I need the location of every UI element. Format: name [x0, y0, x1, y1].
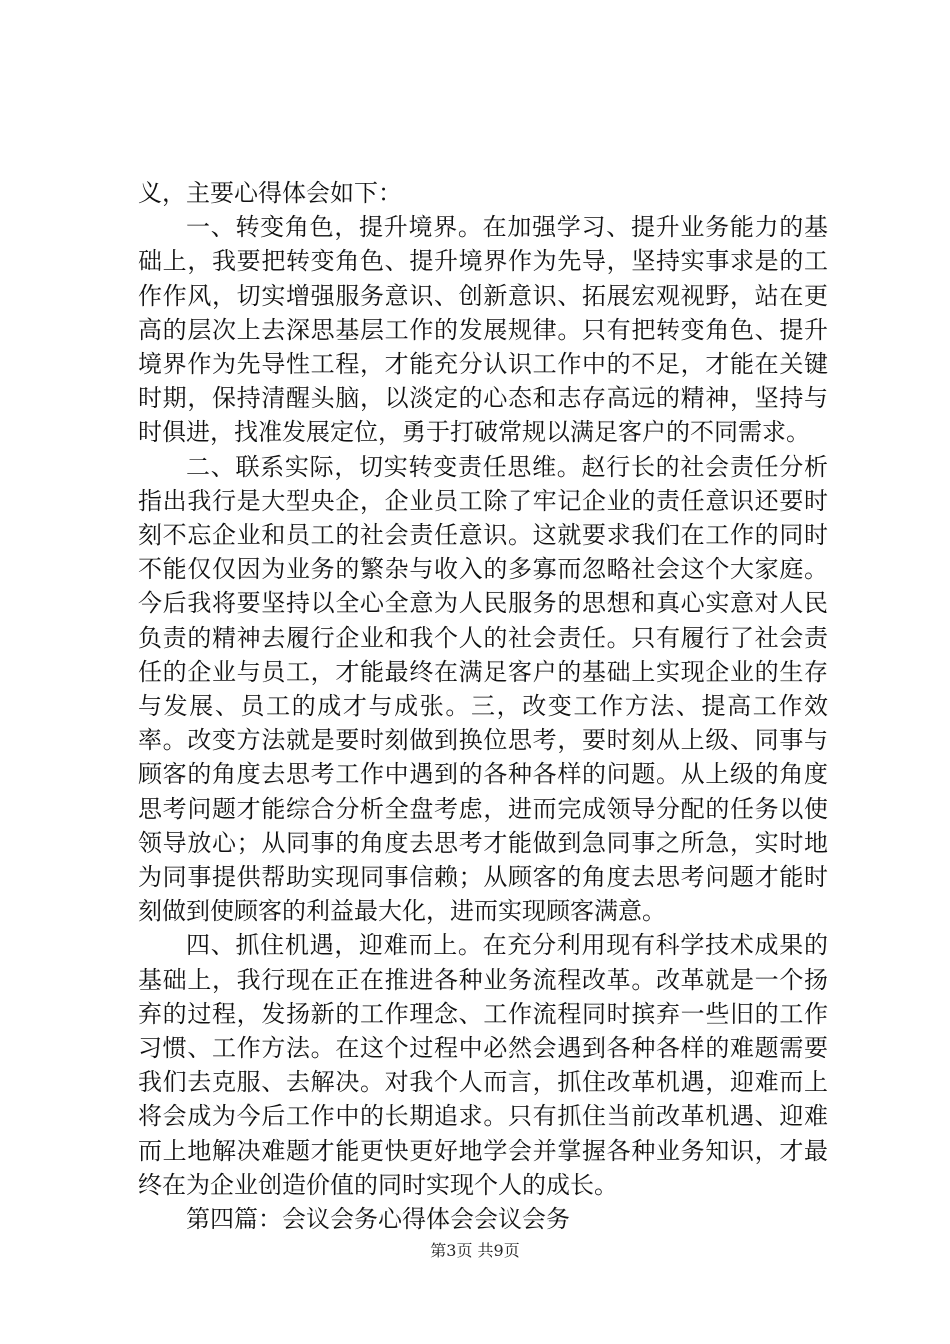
- paragraph-section-one: 一、转变角色，提升境界。在加强学习、提升业务能力的基础上，我要把转变角色、提升境界作为先导，坚持实事求是的工作作风，切实增强服务意识、创新意识、拓展宏观视野，站在更高的层次上去深思基层工作的发展规律。只有把转变角色、提升境界作为先导性工程，才能充分认识工作中的不足，才能在关键时期，保持清醒头脑，以淡定的心态和志存高远的精神，坚持与时俱进，找准发展定位，勇于打破常规以满足客户的不同需求。: [138, 213, 828, 447]
- page-number-footer: 第3页 共9页: [430, 1241, 520, 1260]
- document-body: [138, 176, 828, 1236]
- paragraph-section-four: 四、抓住机遇，迎难而上。在充分利用现有科学技术成果的基础上，我行现在正在推进各种业务流程改革。改革就是一个扬弃的过程，发扬新的工作理念、工作流程同时摈弃一些旧的工作习惯、工作方法。在这个过程中必然会遇到各种各样的难题需要我们去克服、去解决。对我个人而言，抓住改革机遇，迎难而上将会成为今后工作中的长期追求。只有抓住当前改革机遇、迎难而上地解决难题才能更快更好地学会并掌握各种业务知识，才最终在为企业创造价值的同时实现个人的成长。: [138, 931, 828, 1199]
- paragraph-intro-continuation: 义，主要心得体会如下：: [138, 179, 402, 207]
- paragraph-section-two: 二、联系实际，切实转变责任思维。赵行长的社会责任分析指出我行是大型央企，企业员工除了牢记企业的责任意识还要时刻不忘企业和员工的社会责任意识。这就要求我们在工作的同时不能仅仅因为业务的繁杂与收入的多寡而忽略社会这个大家庭。今后我将要坚持以全心全意为人民服务的思想和真心实意对人民负责的精神去履行企业和我个人的社会责任。只有履行了社会责任的企业与员工，才能最终在满足客户的基础上实现企业的生存与发展、员工的成才与成张。三，改变工作方法、提高工作效率。改变方法就是要时刻做到换位思考，要时刻从上级、同事与顾客的角度去思考工作中遇到的各种各样的问题。从上级的角度思考问题才能综合分析全盘考虑，进而完成领导分配的任务以使领导放心；从同事的角度去思考才能做到急同事之所急，实时地为同事提供帮助实现同事信赖；从顾客的角度去思考问题才能时刻做到使顾客的利益最大化，进而实现顾客满意。: [138, 452, 828, 926]
- next-article-heading: 第四篇：会议会务心得体会会议会务: [186, 1205, 570, 1234]
